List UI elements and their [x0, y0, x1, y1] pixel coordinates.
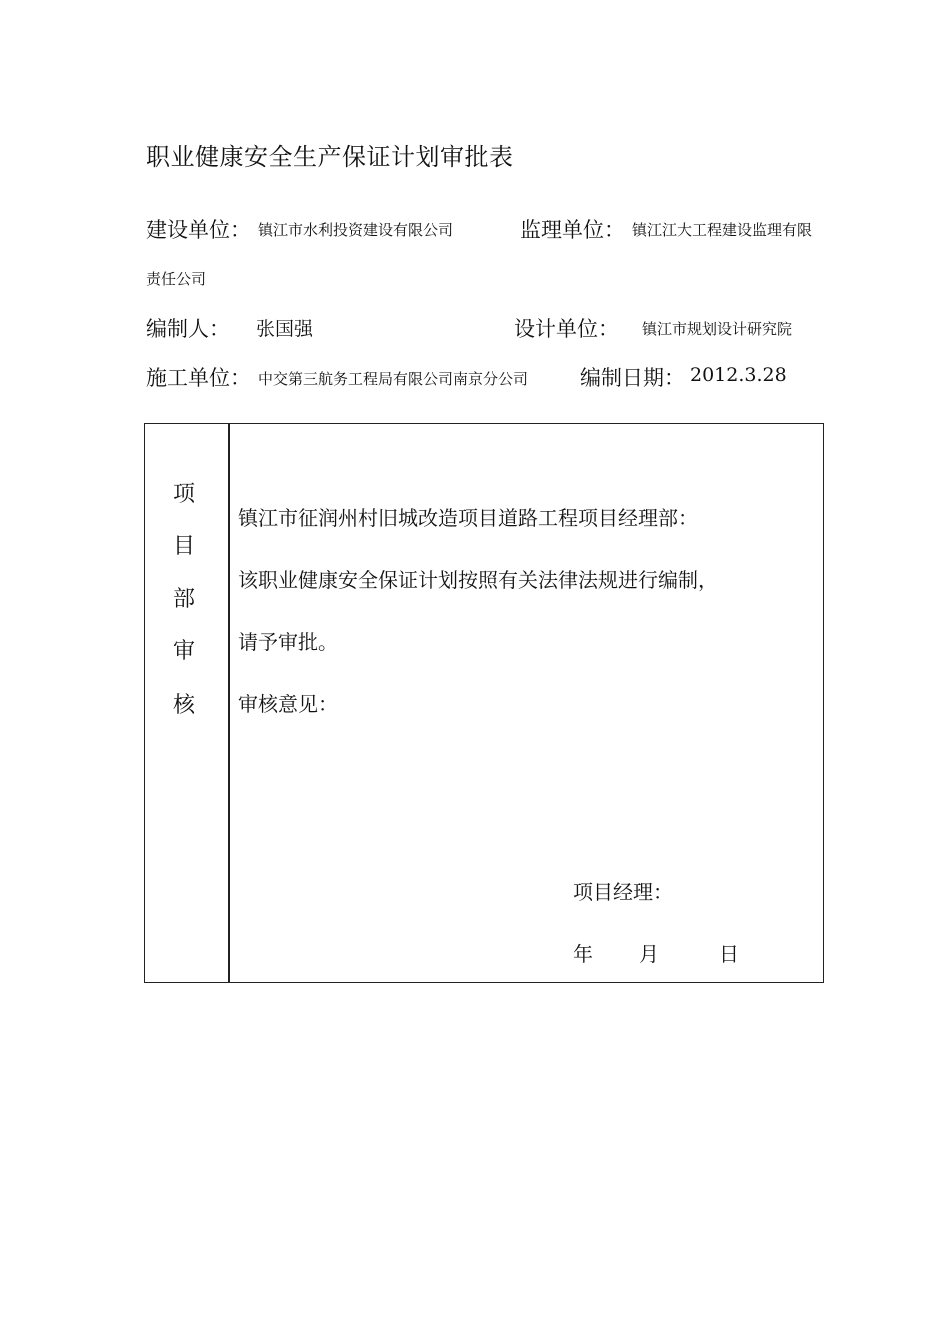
manager-label: 项目经理： [573, 880, 673, 904]
body-line: 该职业健康安全保证计划按照有关法律法规进行编制， [238, 568, 718, 592]
column-divider [228, 424, 230, 982]
compiler-label: 编制人： [146, 317, 230, 341]
design-unit-label: 设计单位： [514, 317, 619, 341]
construction-unit-label: 建设单位： [146, 218, 251, 242]
supervision-unit-label: 监理单位： [520, 218, 625, 242]
approval-table [144, 423, 824, 983]
design-unit-value: 镇江市规划设计研究院 [642, 320, 793, 338]
side-label-char: 核 [173, 693, 196, 718]
date-year: 年 [573, 942, 593, 966]
compile-date-value: 2012.3.28 [690, 364, 787, 386]
contractor-unit-value: 中交第三航务工程局有限公司南京分公司 [258, 370, 529, 388]
date-month: 月 [639, 942, 659, 966]
contractor-unit-label: 施工单位： [146, 366, 251, 390]
compiler-value: 张国强 [256, 318, 314, 340]
opinion-label: 审核意见： [238, 692, 338, 716]
body-line: 请予审批。 [238, 630, 338, 654]
side-label-char: 审 [173, 639, 196, 664]
compile-date-label: 编制日期： [580, 366, 685, 390]
supervision-unit-value-line2: 责任公司 [146, 270, 207, 288]
supervision-unit-value-line1: 镇江江大工程建设监理有限 [632, 221, 813, 239]
side-label-char: 项 [173, 482, 196, 507]
addressee: 镇江市征润州村旧城改造项目道路工程项目经理部： [238, 506, 698, 530]
side-label-char: 部 [173, 587, 196, 612]
date-day: 日 [719, 942, 739, 966]
page-title: 职业健康安全生产保证计划审批表 [146, 143, 514, 171]
side-label-char: 目 [173, 534, 196, 559]
construction-unit-value: 镇江市水利投资建设有限公司 [258, 221, 454, 239]
